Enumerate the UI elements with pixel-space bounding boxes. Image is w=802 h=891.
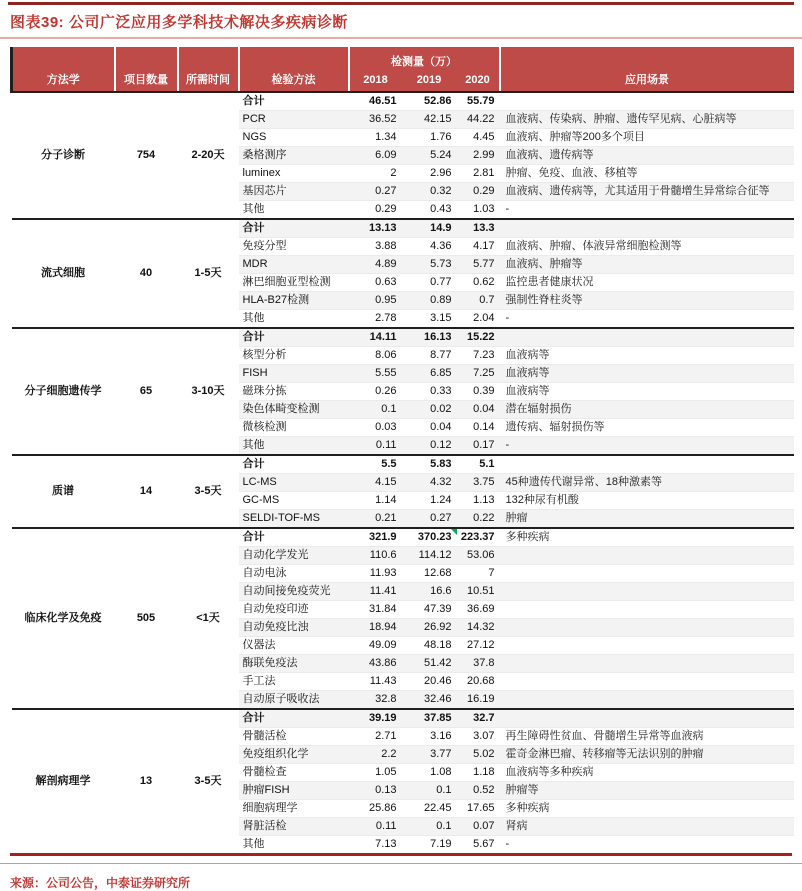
cell-volume-2019: 0.27 — [402, 510, 457, 529]
cell-volume-2020: 44.22 — [457, 111, 500, 129]
cell-test-method: 合计 — [239, 455, 349, 474]
cell-volume-2019: 4.36 — [402, 238, 457, 256]
cell-application: 遗传病、辐射损伤等 — [500, 419, 794, 437]
cell-test-method: 其他 — [239, 310, 349, 329]
section-流式细胞 — [12, 219, 794, 328]
cell-test-method: 自动电泳 — [239, 565, 349, 583]
col-header-application: 应用场景 — [500, 47, 794, 92]
cell-volume-2018: 49.09 — [349, 637, 402, 655]
cell-volume-2020: 17.65 — [457, 800, 500, 818]
cell-application: 肿瘤等 — [500, 782, 794, 800]
cell-test-method: 合计 — [242, 95, 265, 108]
cell-volume-2020: 5.77 — [457, 256, 500, 274]
cell-volume-2019: 32.46 — [402, 691, 457, 710]
cell-volume-2018: 1.14 — [349, 492, 402, 510]
cell-volume-2019: 20.46 — [402, 673, 457, 691]
table-row — [12, 455, 794, 474]
cell-volume-2018: 0.11 — [349, 437, 402, 456]
cell-volume-2019: 14.9 — [402, 219, 457, 238]
cell-volume-2018: 18.94 — [349, 619, 402, 637]
cell-volume-2020: 10.51 — [457, 583, 500, 601]
cell-test-method: 肿瘤FISH — [239, 782, 349, 800]
cell-methodology: 分子诊断 — [12, 92, 115, 219]
cell-volume-2018: 2.71 — [349, 728, 402, 746]
cell-volume-2020: 1.18 — [457, 764, 500, 782]
footer-rule — [0, 863, 802, 864]
cell-volume-2020: 5.67 — [457, 836, 500, 854]
cell-volume-2019: 16.13 — [402, 328, 457, 347]
cell-project-count: 14 — [115, 455, 178, 528]
cell-application: - — [500, 201, 794, 220]
cell-volume-2019: 2.96 — [402, 165, 457, 183]
cell-volume-2020: 27.12 — [457, 637, 500, 655]
cell-volume-2019: 1.24 — [402, 492, 457, 510]
cell-volume-2019: 5.24 — [402, 147, 457, 165]
cell-volume-2020: 20.68 — [457, 673, 500, 691]
cell-test-method: 自动原子吸收法 — [239, 691, 349, 710]
cell-volume-2018: 32.8 — [349, 691, 402, 710]
cell-project-count: 65 — [115, 328, 178, 455]
cell-application — [500, 547, 794, 565]
cell-volume-2018: 7.13 — [349, 836, 402, 854]
col-header-2019: 2019 — [402, 70, 457, 93]
cell-application: 监控患者健康状况 — [500, 274, 794, 292]
cell-volume-2018: 43.86 — [349, 655, 402, 673]
cell-application: 血液病、传染病、肿瘤、遗传罕见病、心脏病等 — [500, 111, 794, 129]
cell-volume-2019: 1.76 — [402, 129, 457, 147]
table-row — [12, 709, 794, 728]
cell-test-method: 其他 — [239, 201, 349, 220]
cell-application — [500, 691, 794, 710]
cell-volume-2020: 4.17 — [457, 238, 500, 256]
cell-test-method: HLA-B27检测 — [239, 292, 349, 310]
cell-volume-2018: 0.29 — [349, 201, 402, 220]
cell-volume-2019: 48.18 — [402, 637, 457, 655]
cell-volume-2019: 0.1 — [402, 818, 457, 836]
cell-application: 血液病等 — [500, 383, 794, 401]
cell-volume-2019: 0.89 — [402, 292, 457, 310]
report-table — [10, 47, 794, 853]
cell-volume-2019: 8.77 — [402, 347, 457, 365]
cell-application: 肿瘤 — [500, 510, 794, 529]
cell-application — [500, 673, 794, 691]
cell-application — [500, 601, 794, 619]
table-bottom-rule — [10, 853, 792, 856]
cell-methodology: 流式细胞 — [12, 219, 115, 328]
cell-volume-2019: 370.23 — [402, 528, 457, 547]
cell-volume-2020: 0.52 — [457, 782, 500, 800]
cell-application: 45种遗传代谢异常、18种激素等 — [500, 474, 794, 492]
cell-volume-2019: 52.86 — [423, 95, 452, 108]
cell-application: - — [500, 437, 794, 456]
cell-volume-2018: 0.1 — [349, 401, 402, 419]
cell-application — [500, 619, 794, 637]
col-header-method: 方法学 — [12, 47, 115, 92]
cell-test-method: MDR — [239, 256, 349, 274]
cell-volume-2018: 13.13 — [349, 219, 402, 238]
cell-test-method: 染色体畸变检测 — [239, 401, 349, 419]
table-row — [12, 92, 794, 111]
cell-volume-2019: 0.1 — [402, 782, 457, 800]
cell-application: 血液病等多种疾病 — [500, 764, 794, 782]
cell-volume-2018: 2.2 — [349, 746, 402, 764]
cell-volume-2018: 0.13 — [349, 782, 402, 800]
cell-volume-2018: 0.63 — [349, 274, 402, 292]
cell-test-method: 桑格测序 — [239, 147, 349, 165]
cell-volume-2019: 0.32 — [402, 183, 457, 201]
cell-volume-2018: 0.11 — [349, 818, 402, 836]
cell-application: 132种尿有机酸 — [500, 492, 794, 510]
cell-application: 血液病、遗传病等，尤其适用于骨髓增生异常综合征等 — [500, 183, 794, 201]
cell-test-method: GC-MS — [239, 492, 349, 510]
cell-test-method: luminex — [239, 165, 349, 183]
cell-methodology: 解剖病理学 — [12, 709, 115, 853]
cell-volume-2018: 11.93 — [349, 565, 402, 583]
cell-volume-2019: 12.68 — [402, 565, 457, 583]
cell-volume-2018: 5.5 — [349, 455, 402, 474]
cell-test-method: 自动化学发光 — [239, 547, 349, 565]
cell-volume-2019: 5.73 — [402, 256, 457, 274]
cell-volume-2020: 0.04 — [457, 401, 500, 419]
cell-time-required: 3-5天 — [178, 455, 239, 528]
cell-volume-2020: 2.99 — [457, 147, 500, 165]
cell-volume-2019: 7.19 — [402, 836, 457, 854]
cell-application: 血液病、肿瘤等 — [500, 256, 794, 274]
cell-volume-2020: 14.32 — [457, 619, 500, 637]
cell-time-required: 2-20天 — [178, 92, 239, 219]
cell-volume-2019: 6.85 — [402, 365, 457, 383]
cell-volume-2019: 5.83 — [402, 455, 457, 474]
cell-test-method: 合计 — [239, 219, 349, 238]
cell-volume-2018: 8.06 — [349, 347, 402, 365]
cell-test-method: 骨髓检查 — [239, 764, 349, 782]
cell-volume-2020: 0.7 — [457, 292, 500, 310]
cell-volume-2018: 5.55 — [349, 365, 402, 383]
cell-test-method: 合计 — [239, 528, 349, 547]
cell-test-method: 酶联免疫法 — [239, 655, 349, 673]
cell-time-required: <1天 — [178, 528, 239, 709]
cell-test-method: 磁珠分拣 — [239, 383, 349, 401]
cell-volume-2018: 4.89 — [349, 256, 402, 274]
cell-volume-2020: 55.79 — [467, 95, 495, 108]
col-header-count: 项目数量 — [115, 47, 178, 92]
cell-volume-2018: 321.9 — [349, 528, 402, 547]
cell-test-method: 骨髓活检 — [239, 728, 349, 746]
cell-test-method: 免疫分型 — [239, 238, 349, 256]
cell-volume-2020: 0.07 — [457, 818, 500, 836]
col-header-time: 所需时间 — [178, 47, 239, 92]
col-header-test: 检验方法 — [239, 47, 349, 92]
cell-project-count: 13 — [115, 709, 178, 853]
cell-methodology: 分子细胞遗传学 — [12, 328, 115, 455]
cell-application: 霍奇金淋巴瘤、转移瘤等无法识别的肿瘤 — [500, 746, 794, 764]
cell-test-method: 微核检测 — [239, 419, 349, 437]
cell-test-method: 自动免疫印迹 — [239, 601, 349, 619]
cell-volume-2019: 37.85 — [402, 709, 457, 728]
table-row — [12, 219, 794, 238]
col-header-2018: 2018 — [349, 70, 402, 93]
table-row — [12, 328, 794, 347]
cell-test-method: 淋巴细胞亚型检测 — [239, 274, 349, 292]
cell-volume-2020: 13.3 — [457, 219, 500, 238]
cell-volume-2018: 11.41 — [349, 583, 402, 601]
cell-test-method: 免疫组织化学 — [239, 746, 349, 764]
cell-test-method: SELDI-TOF-MS — [239, 510, 349, 529]
col-header-volume-group: 检测量（万） — [349, 47, 500, 70]
title-underline — [0, 37, 802, 39]
cell-volume-2019: 3.16 — [402, 728, 457, 746]
cell-project-count: 40 — [115, 219, 178, 328]
cell-volume-2019: 0.04 — [402, 419, 457, 437]
cell-test-method: 其他 — [239, 437, 349, 456]
cell-test-method: 基因芯片 — [239, 183, 349, 201]
cell-application: - — [500, 310, 794, 329]
cell-volume-2019: 3.77 — [402, 746, 457, 764]
cell-volume-2020: 0.17 — [457, 437, 500, 456]
cell-time-required: 3-10天 — [178, 328, 239, 455]
cell-methodology: 质谱 — [12, 455, 115, 528]
cell-test-method: 仪器法 — [239, 637, 349, 655]
cell-volume-2020: 0.29 — [457, 183, 500, 201]
cell-volume-2020: 5.1 — [457, 455, 500, 474]
cell-application — [500, 219, 794, 238]
cell-application: - — [500, 836, 794, 854]
cell-volume-2018: 46.51 — [368, 95, 397, 108]
cell-application: 血液病等 — [500, 365, 794, 383]
cell-volume-2018: 0.27 — [349, 183, 402, 201]
cell-volume-2020: 0.14 — [457, 419, 500, 437]
cell-volume-2020: 4.45 — [457, 129, 500, 147]
cell-volume-2018: 4.15 — [349, 474, 402, 492]
cell-test-method: LC-MS — [239, 474, 349, 492]
cell-application: 多种疾病 — [500, 800, 794, 818]
page — [0, 2, 802, 891]
cell-application: 血液病等 — [500, 347, 794, 365]
cell-volume-2018: 2 — [349, 165, 402, 183]
cell-volume-2019: 22.45 — [402, 800, 457, 818]
cell-application: 再生障碍性贫血、骨髓增生异常等血液病 — [500, 728, 794, 746]
cell-volume-2018: 36.52 — [349, 111, 402, 129]
cell-volume-2019: 47.39 — [402, 601, 457, 619]
cell-volume-2018: 25.86 — [349, 800, 402, 818]
cell-test-method: 核型分析 — [239, 347, 349, 365]
cell-volume-2019: 0.33 — [402, 383, 457, 401]
cell-application — [500, 709, 794, 728]
cell-test-method: 细胞病理学 — [239, 800, 349, 818]
report-title: 图表39: 公司广泛应用多学科技术解决多疾病诊断 — [10, 14, 348, 31]
cell-volume-2019: 114.12 — [402, 547, 457, 565]
cell-volume-2020: 1.03 — [457, 201, 500, 220]
cell-volume-2019: 4.32 — [402, 474, 457, 492]
cell-methodology: 临床化学及免疫 — [12, 528, 115, 709]
cell-volume-2018: 0.03 — [349, 419, 402, 437]
cell-application — [500, 455, 794, 474]
cell-volume-2020: 32.7 — [457, 709, 500, 728]
cell-volume-2020: 7.25 — [457, 365, 500, 383]
table-header — [12, 47, 794, 92]
cell-volume-2018: 39.19 — [349, 709, 402, 728]
col-header-2020: 2020 — [457, 70, 500, 93]
cell-volume-2020: 0.22 — [457, 510, 500, 529]
cell-volume-2020: 7 — [457, 565, 500, 583]
cell-application: 强制性脊柱炎等 — [500, 292, 794, 310]
cell-volume-2018: 1.05 — [349, 764, 402, 782]
cell-application — [500, 583, 794, 601]
cell-volume-2020: 15.22 — [457, 328, 500, 347]
cell-test-method: 自动免疫比浊 — [239, 619, 349, 637]
cell-application: 血液病、遗传病等 — [500, 147, 794, 165]
cell-volume-2018: 6.09 — [349, 147, 402, 165]
section-分子诊断 — [12, 92, 794, 219]
cell-volume-2020: 3.75 — [457, 474, 500, 492]
section-分子细胞遗传学 — [12, 328, 794, 455]
cell-test-method: 肾脏活检 — [239, 818, 349, 836]
cell-volume-2019: 26.92 — [402, 619, 457, 637]
cell-volume-2020: 0.62 — [457, 274, 500, 292]
cell-volume-2020: 16.19 — [457, 691, 500, 710]
cell-volume-2019: 0.43 — [402, 201, 457, 220]
cell-volume-2019: 0.77 — [402, 274, 457, 292]
cell-test-method: 手工法 — [239, 673, 349, 691]
cell-volume-2019: 0.02 — [402, 401, 457, 419]
cell-volume-2018: 0.95 — [349, 292, 402, 310]
title-top-rule — [8, 2, 794, 5]
source-note: 来源：公司公告，中泰证券研究所 — [10, 876, 191, 890]
cell-test-method: 其他 — [239, 836, 349, 854]
cell-volume-2018: 14.11 — [349, 328, 402, 347]
cell-volume-2020: 5.02 — [457, 746, 500, 764]
cell-volume-2020: 53.06 — [457, 547, 500, 565]
cell-volume-2018: 2.78 — [349, 310, 402, 329]
table-row — [12, 528, 794, 547]
cell-application: 潜在辐射损伤 — [500, 401, 794, 419]
cell-volume-2019: 3.15 — [402, 310, 457, 329]
cell-test-method: FISH — [239, 365, 349, 383]
cell-volume-2018: 31.84 — [349, 601, 402, 619]
cell-application — [500, 328, 794, 347]
cell-time-required: 3-5天 — [178, 709, 239, 853]
section-临床化学及免疫 — [12, 528, 794, 709]
cell-volume-2019: 1.08 — [402, 764, 457, 782]
cell-volume-2020: 0.39 — [457, 383, 500, 401]
cell-volume-2019: 51.42 — [402, 655, 457, 673]
cell-application — [500, 637, 794, 655]
cell-volume-2020: 36.69 — [457, 601, 500, 619]
cell-application: 血液病、肿瘤、体液异常细胞检测等 — [500, 238, 794, 256]
section-解剖病理学 — [12, 709, 794, 853]
cell-volume-2020: 1.13 — [457, 492, 500, 510]
cell-application: 肾病 — [500, 818, 794, 836]
section-质谱 — [12, 455, 794, 528]
cell-application: 肿瘤、免疫、血液、移植等 — [500, 165, 794, 183]
cell-volume-2020: 2.81 — [457, 165, 500, 183]
cell-volume-2018: 0.26 — [349, 383, 402, 401]
cell-volume-2019: 0.12 — [402, 437, 457, 456]
cell-application: 血液病、肿瘤等200多个项目 — [500, 129, 794, 147]
cell-volume-2019: 42.15 — [402, 111, 457, 129]
cell-volume-2020: 3.07 — [457, 728, 500, 746]
cell-test-method: 自动间接免疫荧光 — [239, 583, 349, 601]
cell-volume-2018: 0.21 — [349, 510, 402, 529]
cell-volume-2020: 37.8 — [457, 655, 500, 673]
cell-volume-2018: 3.88 — [349, 238, 402, 256]
cell-test-method: PCR — [239, 111, 349, 129]
cell-project-count: 505 — [115, 528, 178, 709]
cell-volume-2019: 16.6 — [402, 583, 457, 601]
cell-project-count: 754 — [115, 92, 178, 219]
cell-test-method: 合计 — [239, 709, 349, 728]
cell-application: 多种疾病 — [500, 528, 794, 547]
cell-test-method: 合计 — [239, 328, 349, 347]
cell-application — [500, 565, 794, 583]
cell-volume-2020: 223.37 — [457, 528, 500, 547]
cell-application — [500, 92, 794, 111]
cell-volume-2018: 1.34 — [349, 129, 402, 147]
cell-time-required: 1-5天 — [178, 219, 239, 328]
cell-test-method: NGS — [239, 129, 349, 147]
cell-volume-2018: 110.6 — [349, 547, 402, 565]
cell-application — [500, 655, 794, 673]
cell-volume-2018: 11.43 — [349, 673, 402, 691]
cell-volume-2020: 2.04 — [457, 310, 500, 329]
cell-volume-2020: 7.23 — [457, 347, 500, 365]
